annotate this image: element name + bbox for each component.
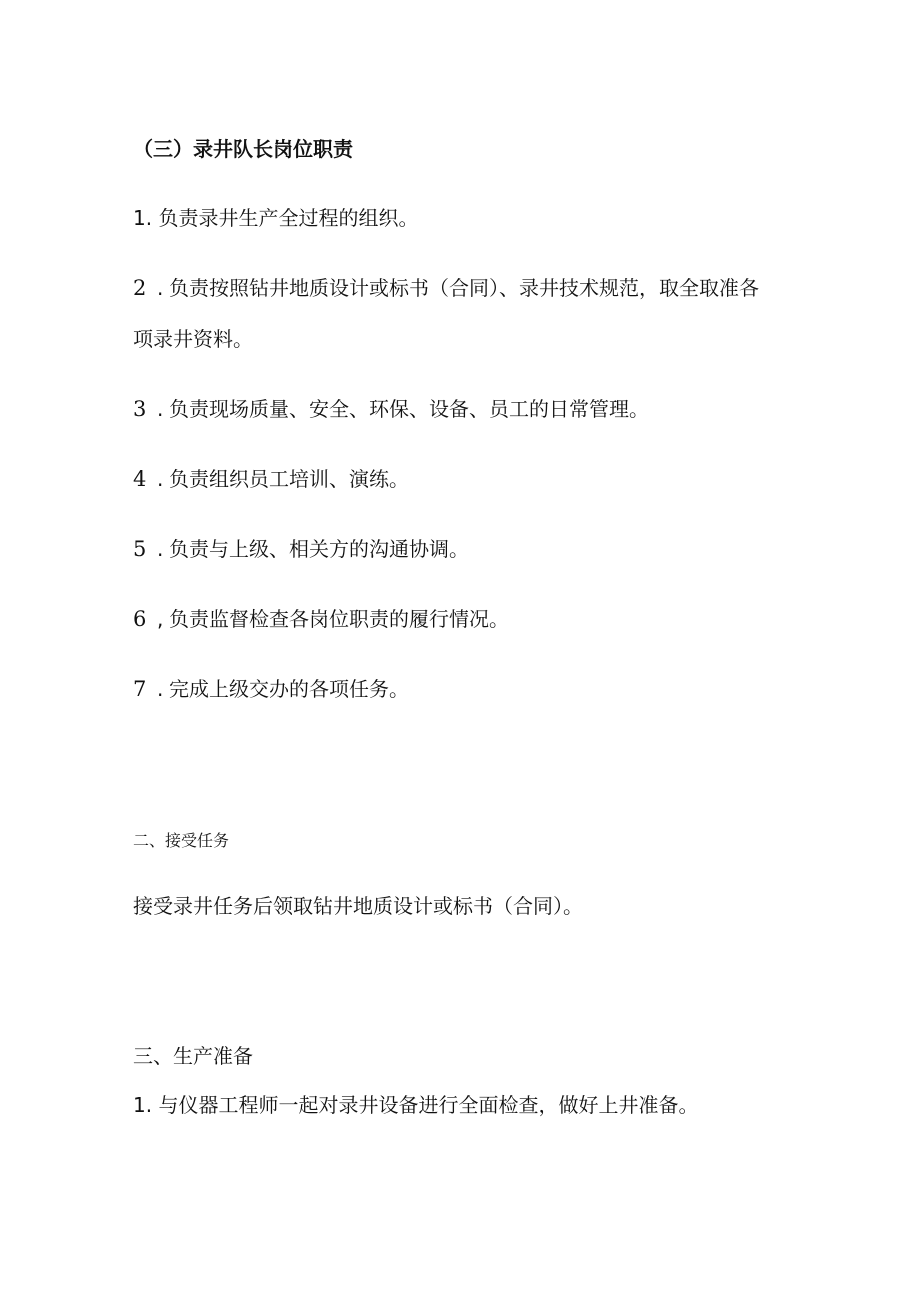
item-text: 负责与上级、相关方的沟通协调。 (169, 537, 469, 561)
item-separator: . (157, 276, 164, 300)
duty-item-6 (133, 606, 509, 632)
item-text: 负责现场质量、安全、环保、设备、员工的日常管理。 (169, 397, 649, 421)
item-separator: . (157, 467, 164, 491)
item-text: 负责组织员工培训、演练。 (169, 467, 409, 491)
item-number: 4 (133, 467, 147, 491)
duty-item-7 (133, 676, 409, 702)
item-number: 5 (133, 537, 147, 561)
part-3-item-1: 1. 与仪器工程师一起对录井设备进行全面检查，做好上井准备。 (133, 1093, 699, 1117)
item-number: 2 (133, 276, 147, 300)
duty-item-2 (133, 275, 759, 301)
item-separator: . (157, 677, 164, 701)
part-3-title: 三、生产准备 (133, 1044, 253, 1068)
duty-item-1: 1. 负责录井生产全过程的组织。 (133, 206, 419, 230)
item-text: 负责按照钻井地质设计或标书（合同）、录井技术规范，取全取准各 (169, 276, 759, 300)
item-separator: , (157, 607, 164, 631)
part-2-title: 二、接受任务 (133, 831, 230, 850)
item-separator: . (157, 397, 164, 421)
item-number: 3 (133, 397, 147, 421)
duty-item-5 (133, 536, 469, 562)
item-number: 7 (133, 677, 147, 701)
section-title: （三）录井队长岗位职责 (133, 137, 353, 161)
part-2-text: 接受录井任务后领取钻井地质设计或标书（合同）。 (133, 894, 583, 918)
item-text: 完成上级交办的各项任务。 (169, 677, 409, 701)
item-number: 6 (133, 607, 147, 631)
duty-item-2-continued: 项录井资料。 (133, 327, 253, 351)
duty-item-4 (133, 466, 409, 492)
duty-item-3 (133, 396, 649, 422)
item-separator: . (157, 537, 164, 561)
item-text: 负责监督检查各岗位职责的履行情况。 (169, 607, 509, 631)
